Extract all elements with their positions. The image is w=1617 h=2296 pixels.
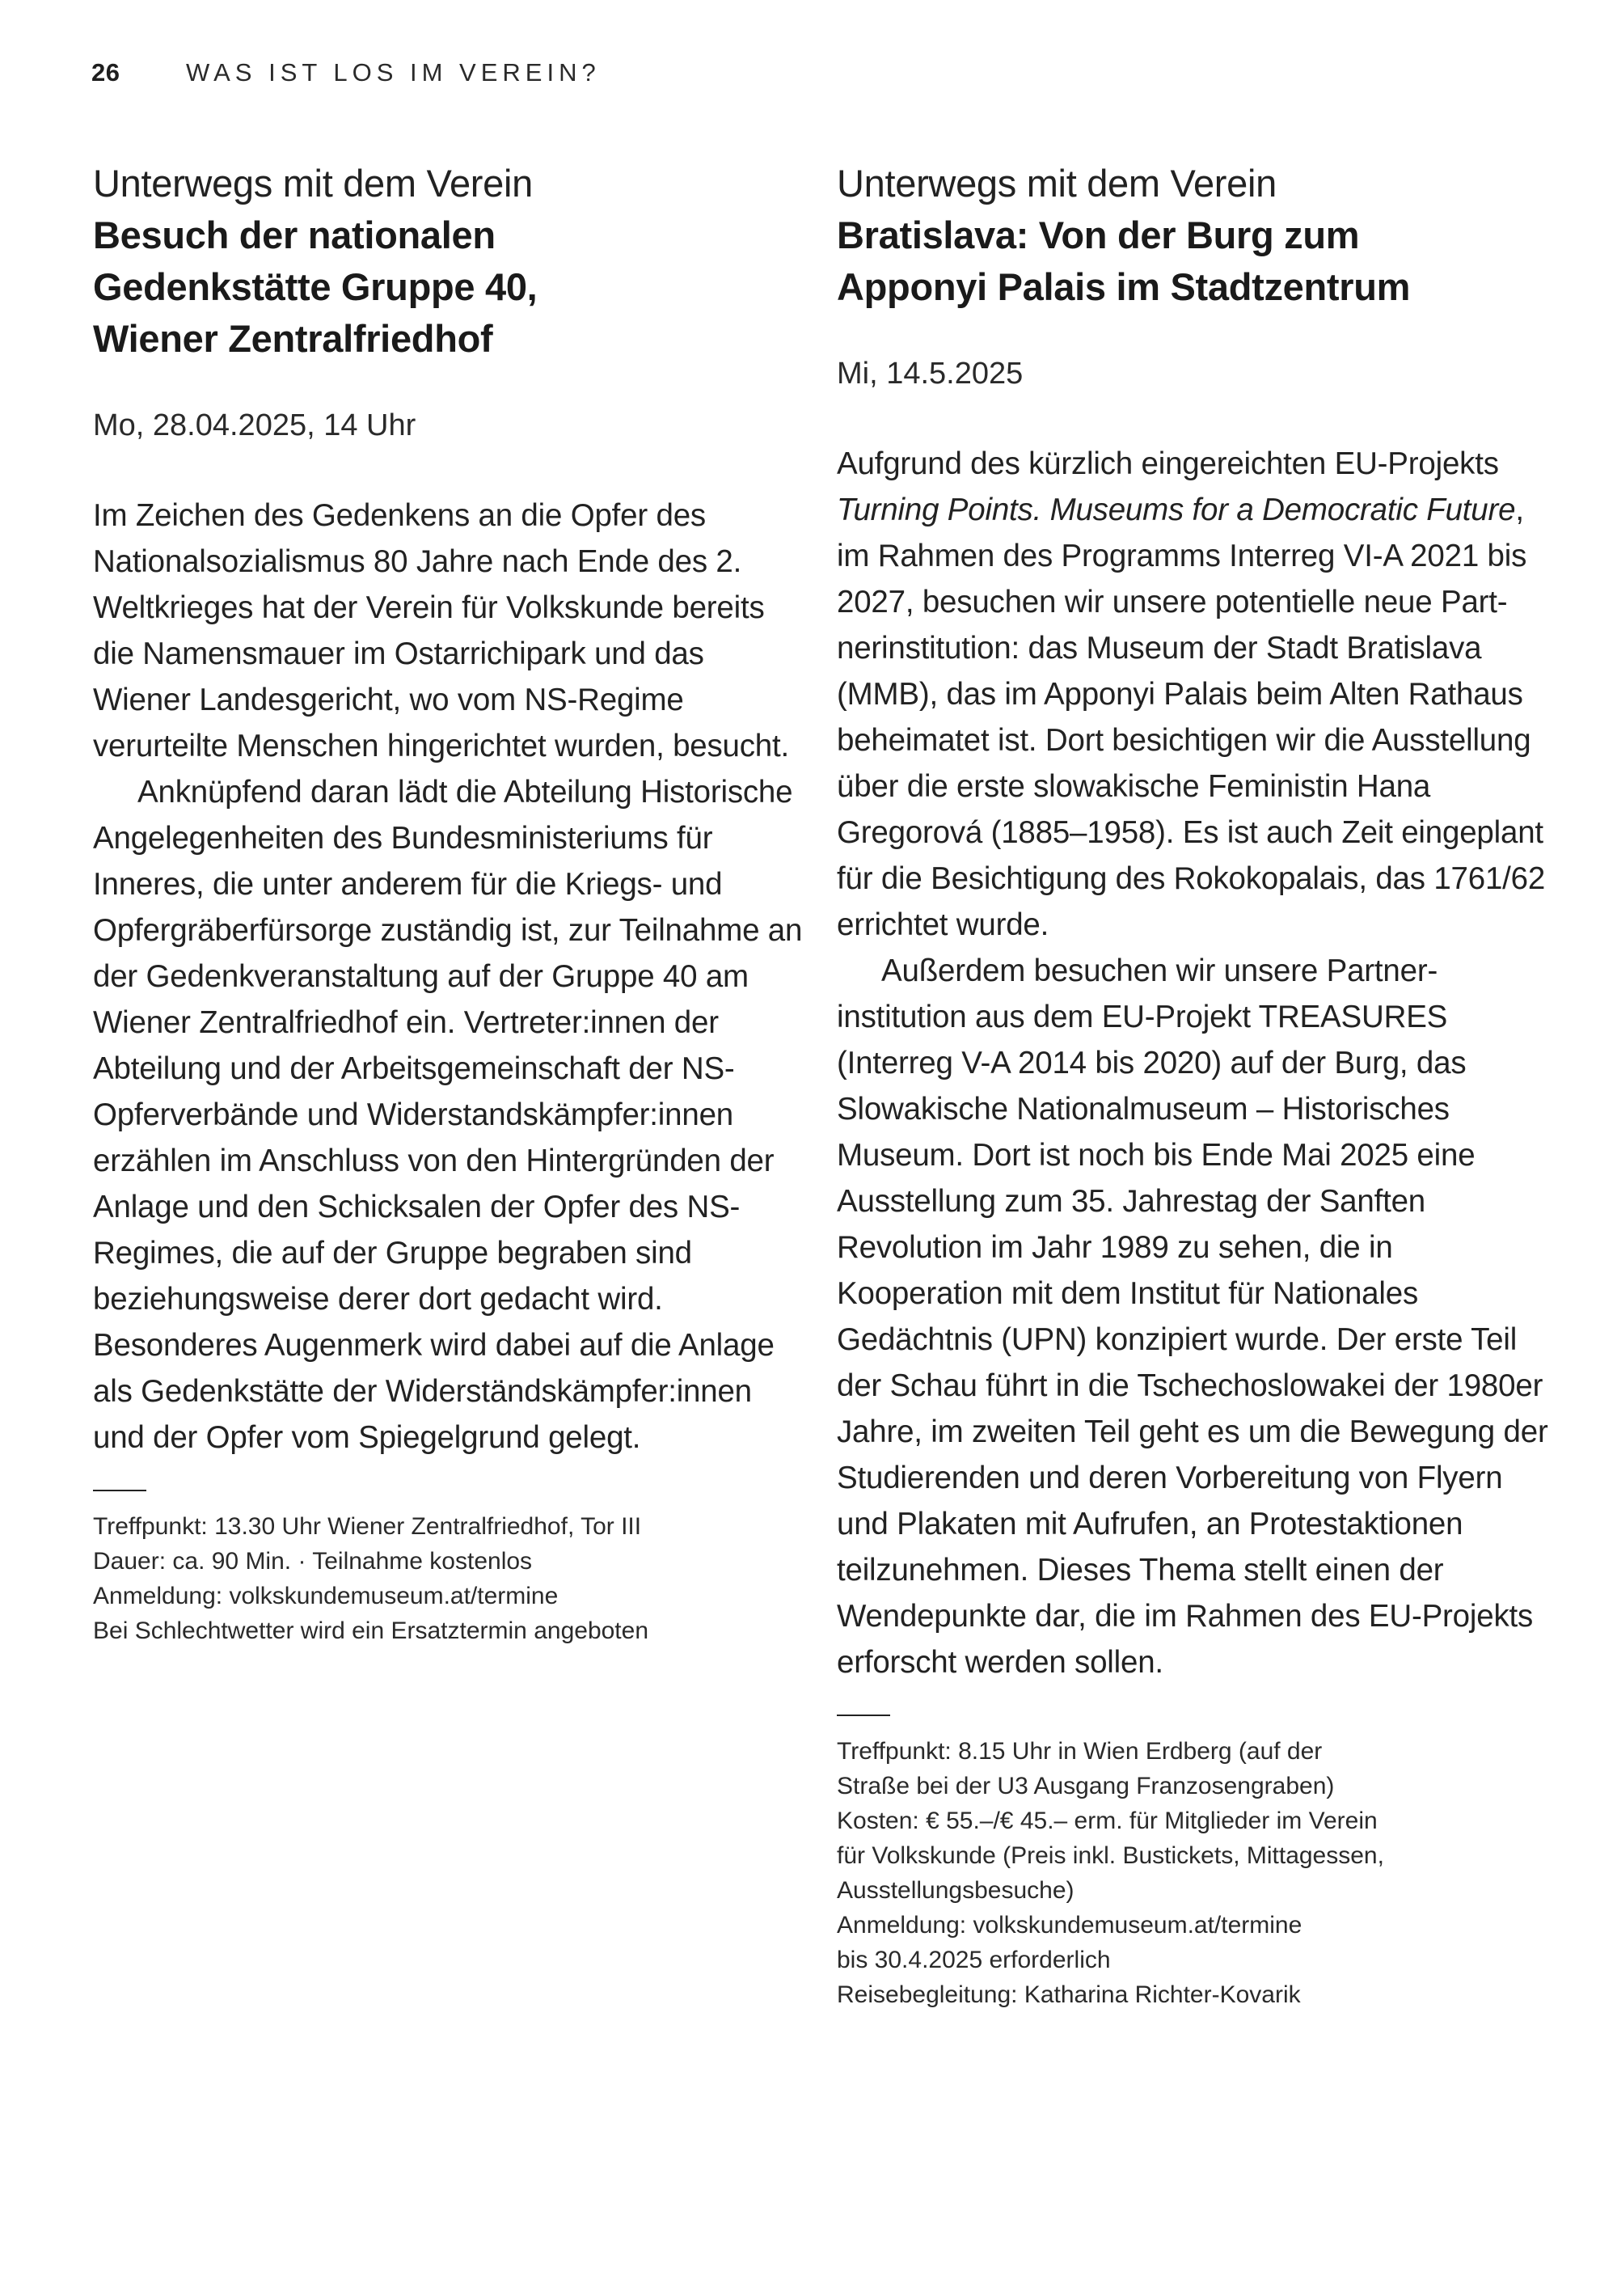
info-line: Reisebegleitung: Katharina Richter-Kovarik — [837, 1981, 1301, 2008]
event-info — [93, 1509, 804, 1648]
section-title: WAS IST LOS IM VEREIN? — [186, 58, 601, 87]
headline-line: Apponyi Palais im Stadtzentrum — [837, 265, 1411, 308]
info-weather-note: Bei Schlechtwetter wird ein Ersatztermin angeboten — [93, 1617, 649, 1644]
body-paragraph: Außerdem besuchen wir unsere Partnerinstitution aus dem EU-Projekt TREASURES (Interreg V-A 2014 bis 2020) auf der Burg, das Slowakische Nationalmuseum – Historisches Museum. Dort ist noch bis Ende Mai 2025 eine Ausstellung zum 35. Jahrestag der Sanften Revolution im Jahr 1989 zu sehen, die in Kooperation mit dem Institut für Nationales Gedächtnis (UPN) konzipiert wurde. Der erste Teil der Schau führt in die Tschechoslowakei der 1980er Jahre, im zweiten Teil geht es um die Bewegung der Studierenden und deren Vorbereitung von Flyern und Plakaten mit Aufrufen, an Protestaktionen teilzunehmen. Dieses Thema stellt einen der Wendepunkte dar, die im Rahmen des EU-Projekts erforscht werden sollen. — [837, 953, 1548, 1680]
article-headline — [93, 209, 804, 365]
info-line: Ausstellungsbesuche) — [837, 1877, 1074, 1904]
article-kicker: Unterwegs mit dem Verein — [837, 162, 1277, 205]
project-title-italic: Turning Points. Museums for a Democratic Future — [837, 493, 1516, 527]
body-paragraph: Im Zeichen des Gedenkens an die Opfer des Nationalsozialismus 80 Jahre nach Ende des 2. Weltkrieges hat der Verein für Volkskunde bereits die Namensmauer im Ostarrichipark und das Wiener Landesgericht, wo vom NS-Regime verurteilte Menschen hingerichtet wurden, besucht. — [93, 498, 790, 763]
body-text: , im Rahmen des Programms Interreg VI-A 2021 bis 2027, besuchen wir unsere potentielle neue Partnerinstitution: das Museum der Stadt Bratislava (MMB), das im Apponyi Palais beim Alten Rathaus beheimatet ist. Dort besichtigen wir die Ausstellung über die erste slowakische Feministin Hana Gregorová (1885–1958). Es ist auch Zeit eingeplant für die Besichtigung des Rokokopalais, das 1761/62 errichtet wurde. — [837, 493, 1546, 942]
info-line: Anmeldung: volkskundemuseum.at/termine — [837, 1912, 1302, 1939]
divider-rule — [93, 1490, 146, 1491]
article-gruppe-40 — [93, 158, 804, 1648]
headline-line: Bratislava: Von der Burg zum — [837, 214, 1360, 256]
info-line: Treffpunkt: 8.15 Uhr in Wien Erdberg (auf der — [837, 1738, 1323, 1765]
article-body — [837, 441, 1548, 1685]
info-line: für Volkskunde (Preis inkl. Bustickets, Mittagessen, — [837, 1842, 1384, 1869]
running-head — [91, 57, 601, 89]
info-meeting-point: Treffpunkt: 13.30 Uhr Wiener Zentralfriedhof, Tor III — [93, 1513, 642, 1540]
body-paragraph: Anknüpfend daran lädt die Abteilung Historische Angelegenheiten des Bundesministeriums für Inneres, die unter anderem für die Kriegs- und Opfergräberfürsorge zuständig ist, zur Teilnahme an der Gedenkveranstaltung auf der Gruppe 40 am Wiener Zentralfriedhof ein. Vertreter:innen der Abteilung und der Arbeitsgemeinschaft der NS-Opferverbände und Widerstandskämpfer:innen erzählen im Anschluss von den Hintergründen der Anlage und den Schicksalen der Opfer des NS-Regimes, die auf der Gruppe begraben sind beziehungsweise derer dort gedacht wird. Besonderes Augenmerk wird dabei auf die Anlage als Gedenkstätte der Widerständskämpfer:innen und der Opfer vom Spiegelgrund gelegt. — [93, 775, 803, 1455]
info-registration: Anmeldung: volkskundemuseum.at/termine — [93, 1583, 559, 1609]
info-line: Straße bei der U3 Ausgang Franzosengraben) — [837, 1773, 1335, 1799]
body-text: Aufgrund des kürzlich eingereichten EU-Projekts — [837, 446, 1499, 481]
event-date: Mi, 14.5.2025 — [837, 357, 1024, 391]
page-number: 26 — [91, 58, 120, 87]
info-line: Kosten: € 55.–/€ 45.– erm. für Mitglieder im Verein — [837, 1808, 1378, 1834]
article-bratislava — [837, 158, 1548, 2012]
article-kicker: Unterwegs mit dem Verein — [93, 162, 533, 205]
info-duration: Dauer: ca. 90 Min. · Teilnahme kostenlos — [93, 1548, 533, 1575]
headline-line: Wiener Zentralfriedhof — [93, 317, 493, 360]
body-paragraph — [837, 441, 1548, 948]
event-info — [837, 1734, 1548, 2012]
event-date: Mo, 28.04.2025, 14 Uhr — [93, 408, 416, 442]
divider-rule — [837, 1715, 890, 1716]
info-line: bis 30.4.2025 erforderlich — [837, 1947, 1111, 1973]
headline-line: Besuch der nationalen — [93, 214, 496, 256]
article-headline — [837, 209, 1548, 313]
article-body — [93, 493, 804, 1461]
headline-line: Gedenkstätte Gruppe 40, — [93, 265, 538, 308]
